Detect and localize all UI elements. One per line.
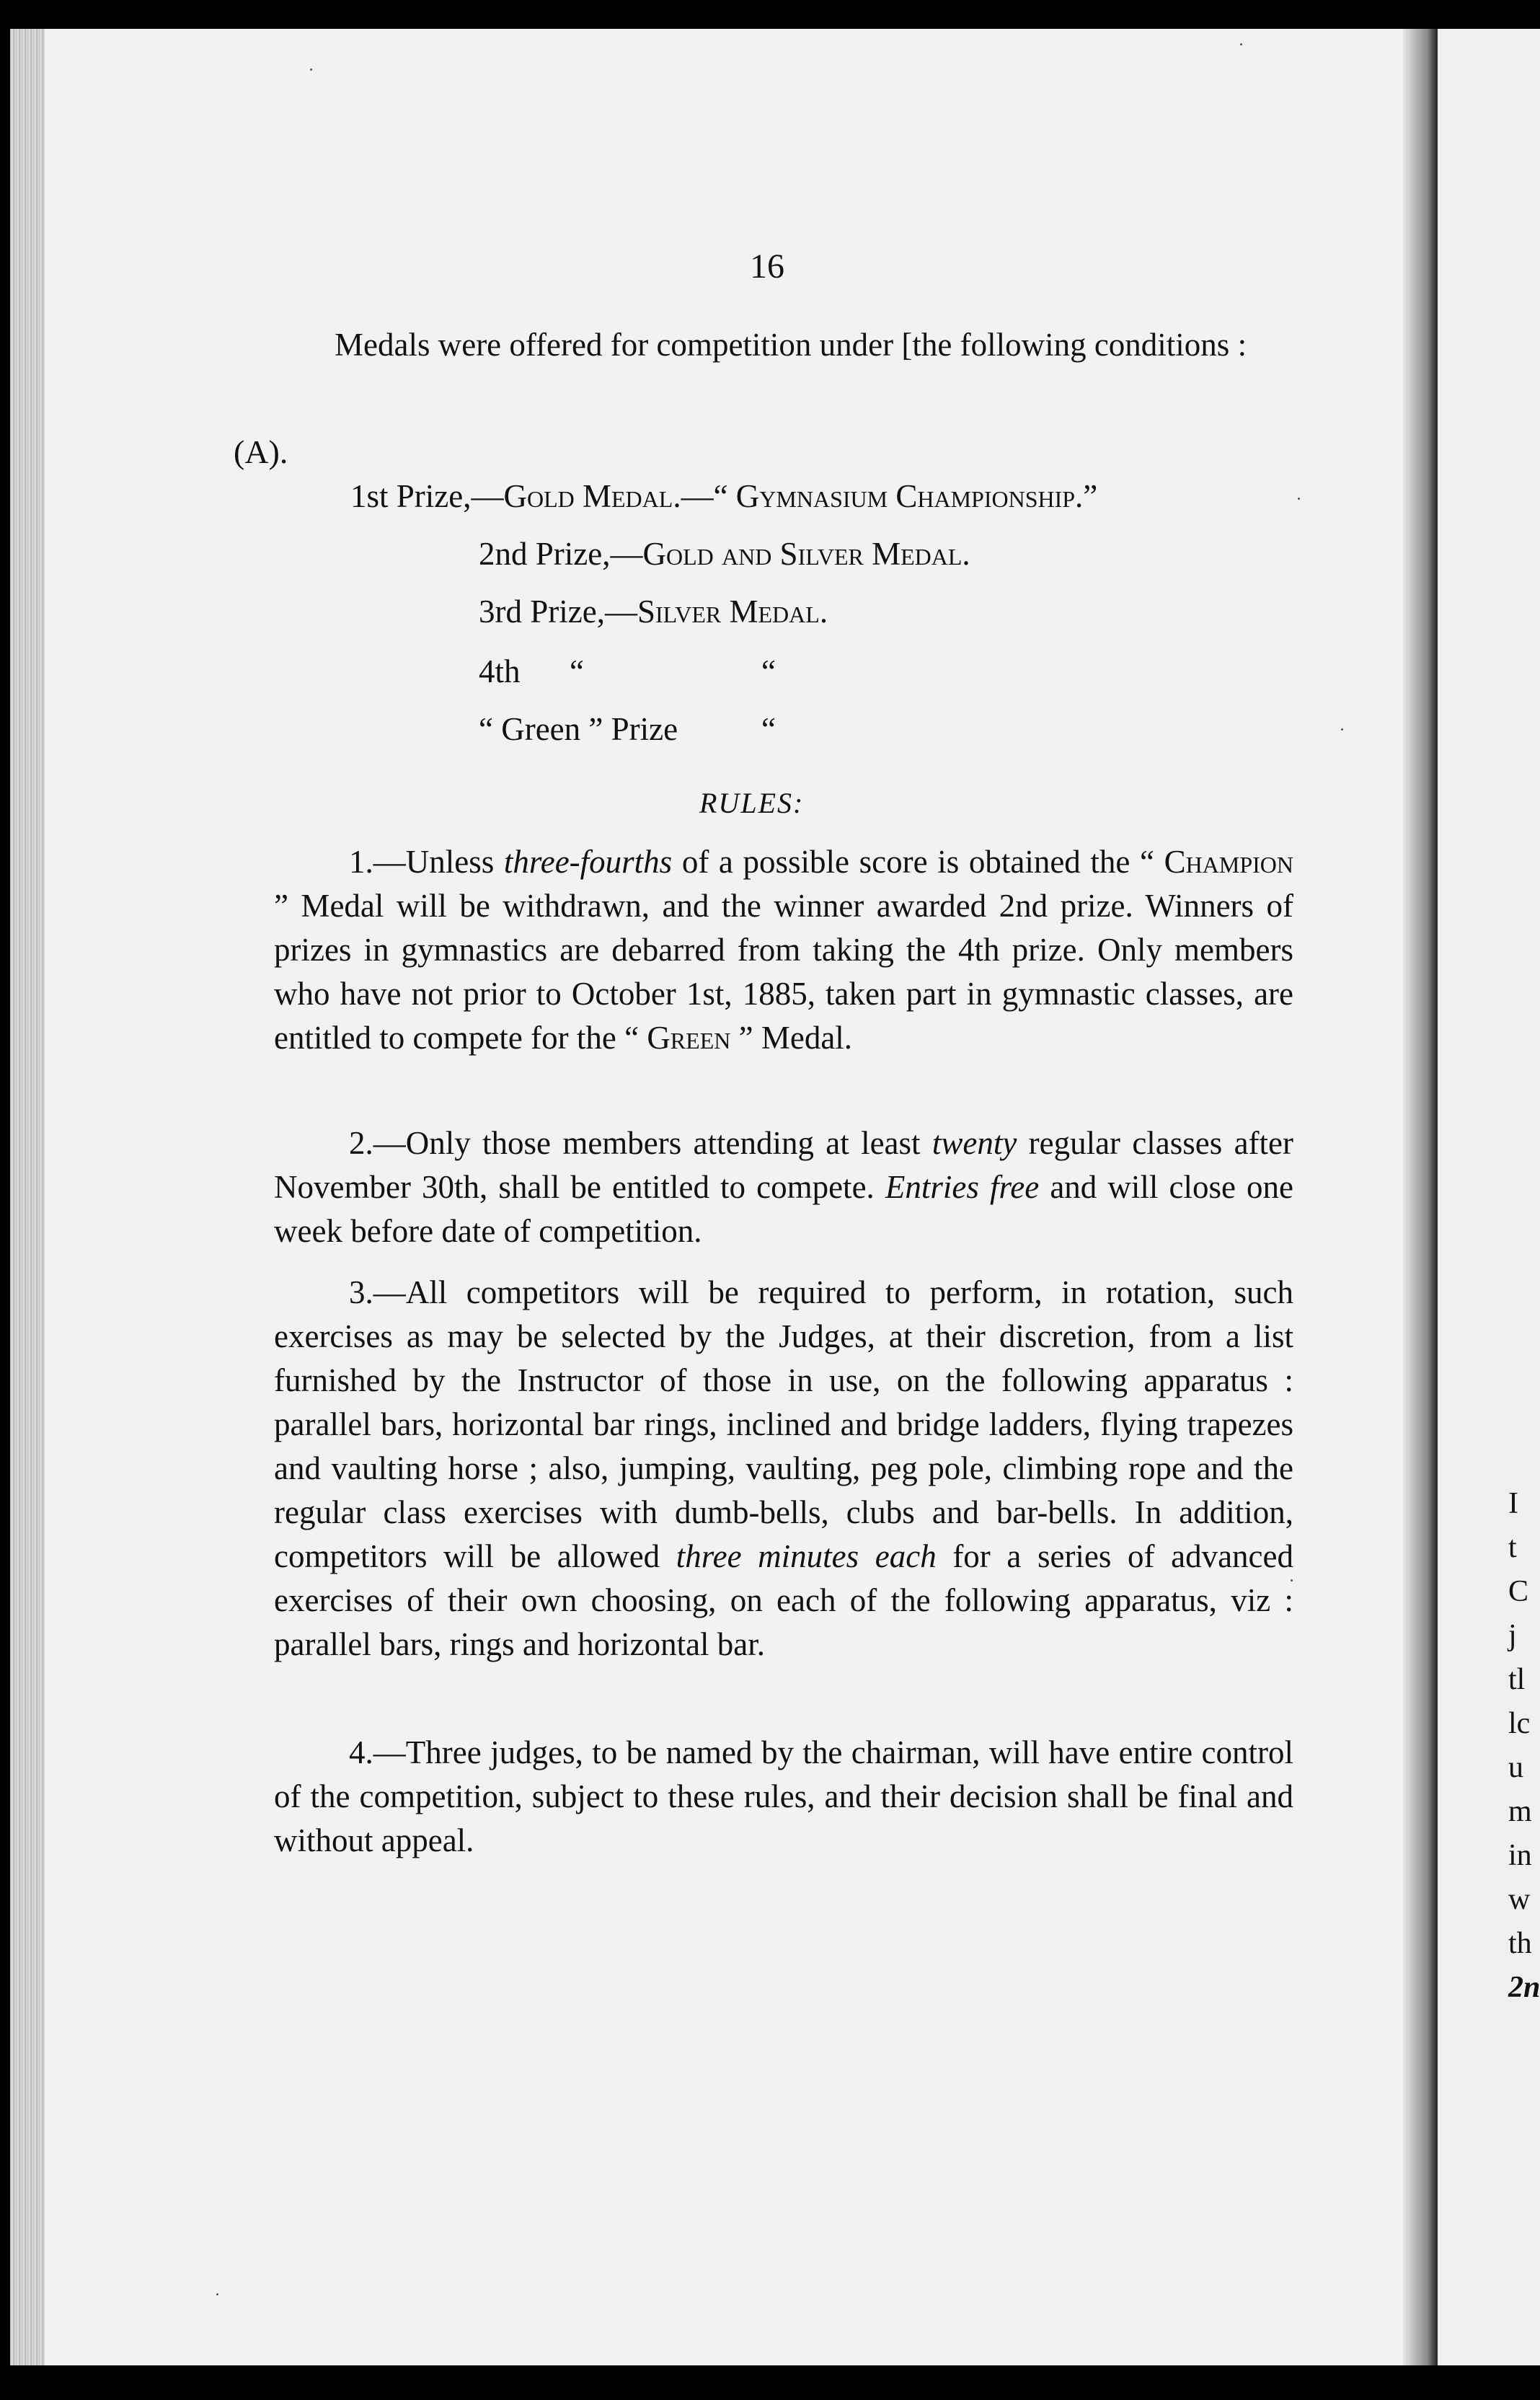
prize-line [350,477,1097,515]
rule-text: for a series of advanced exercises of their own choosing, on each of the following apparatus, viz : parallel bars, rings and horizontal bar. [274,1538,1293,1662]
page-number: 16 [750,247,784,286]
rule-text: Only those members attending at least [405,1125,932,1161]
fragment: u [1508,1751,1523,1784]
prize-rank: 4th [479,653,521,689]
rule-emphasis: three-fourths [503,844,673,880]
fragment: t [1508,1531,1517,1564]
prize-line [479,535,970,573]
facing-page-text-fragments [1508,1482,1540,2010]
facing-page [1438,29,1540,2365]
rule-text: Unless [405,844,504,880]
prize-rank: 3rd Prize,— [479,594,637,630]
rule-3 [274,1271,1293,1667]
rule-text: ” Medal. [730,1020,853,1056]
rule-number: 3.— [349,1274,406,1310]
section-label: (A). [234,433,288,470]
rule-text: Three judges, to be named by the chairman, will have entire control of the competition, subject to these rules, and their decision shall be final and without appeal. [274,1734,1293,1858]
rule-text: All competitors will be required to perform, in rotation, such exercises as may be selected by the Judges, at their discretion, from a list furnished by the Instructor of those in use, on the following apparatus : parallel bars, horizontal bar rings, inclined and bridge ladders, flying trapezes and vaulting horse ; also, jumping, vaulting, peg pole, climbing rope and the regular class exercises with dumb-bells, clubs and bar-bells. In addition, competitors will be allowed [274,1274,1293,1574]
rule-emphasis: twenty [931,1125,1017,1161]
rule-smallcaps: Green [647,1020,731,1056]
rule-text: and will close one week before date of competition. [274,1169,1294,1249]
rule-text: of a possible score is obtained the “ [672,844,1164,880]
page-edge-stack [10,29,45,2365]
intro-paragraph: Medals were offered for competition under [the following conditions : [335,327,1247,363]
prize-award: Silver Medal. [637,594,828,630]
fragment: tl [1508,1663,1526,1696]
rule-smallcaps: Champion [1164,844,1293,880]
fragment: I [1508,1487,1518,1520]
rule-text: ” Medal will be withdrawn, and the winner awarded 2nd prize. Winners of prizes in gymnastics are debarred from taking the 4th prize. Only members who have not prior to October 1st, 1885, taken part in gymnastic classes, are entitled to compete for the “ [274,888,1293,1056]
rule-1 [274,840,1293,1060]
rule-text: regular classes after November 30th, shall be entitled to compete. [274,1125,1293,1205]
rule-emphasis: Entries free [885,1169,1040,1205]
prize-award: Gold Medal.—“ Gymnasium Championship.” [503,478,1098,514]
rule-2 [274,1121,1293,1253]
rule-4 [274,1731,1293,1863]
ditto-mark: “ [570,653,584,689]
fragment: m [1508,1795,1532,1828]
fragment: th [1508,1927,1532,1960]
prize-line [479,593,828,630]
fragment: w [1508,1883,1531,1916]
fragment: C [1508,1575,1529,1608]
fragment: 2n [1508,1971,1540,2004]
ditto-mark: “ [761,711,776,747]
ditto-mark: “ [761,653,776,689]
gutter-shadow [1403,29,1438,2365]
rules-heading: RULES: [699,787,805,819]
fragment: in [1508,1839,1532,1872]
prize-line [479,653,521,690]
prize-rank: 1st Prize,— [350,478,504,514]
prize-rank: 2nd Prize,— [479,536,643,572]
prize-line [479,710,678,748]
prize-rank: “ Green ” Prize [479,711,678,747]
rule-emphasis: three minutes each [676,1538,937,1574]
fragment: lc [1508,1707,1531,1740]
prize-award: Gold and Silver Medal. [642,536,970,572]
fragment: j [1508,1619,1517,1652]
rule-number: 4.— [349,1734,406,1770]
rule-number: 2.— [349,1125,406,1161]
rule-number: 1.— [349,844,406,880]
